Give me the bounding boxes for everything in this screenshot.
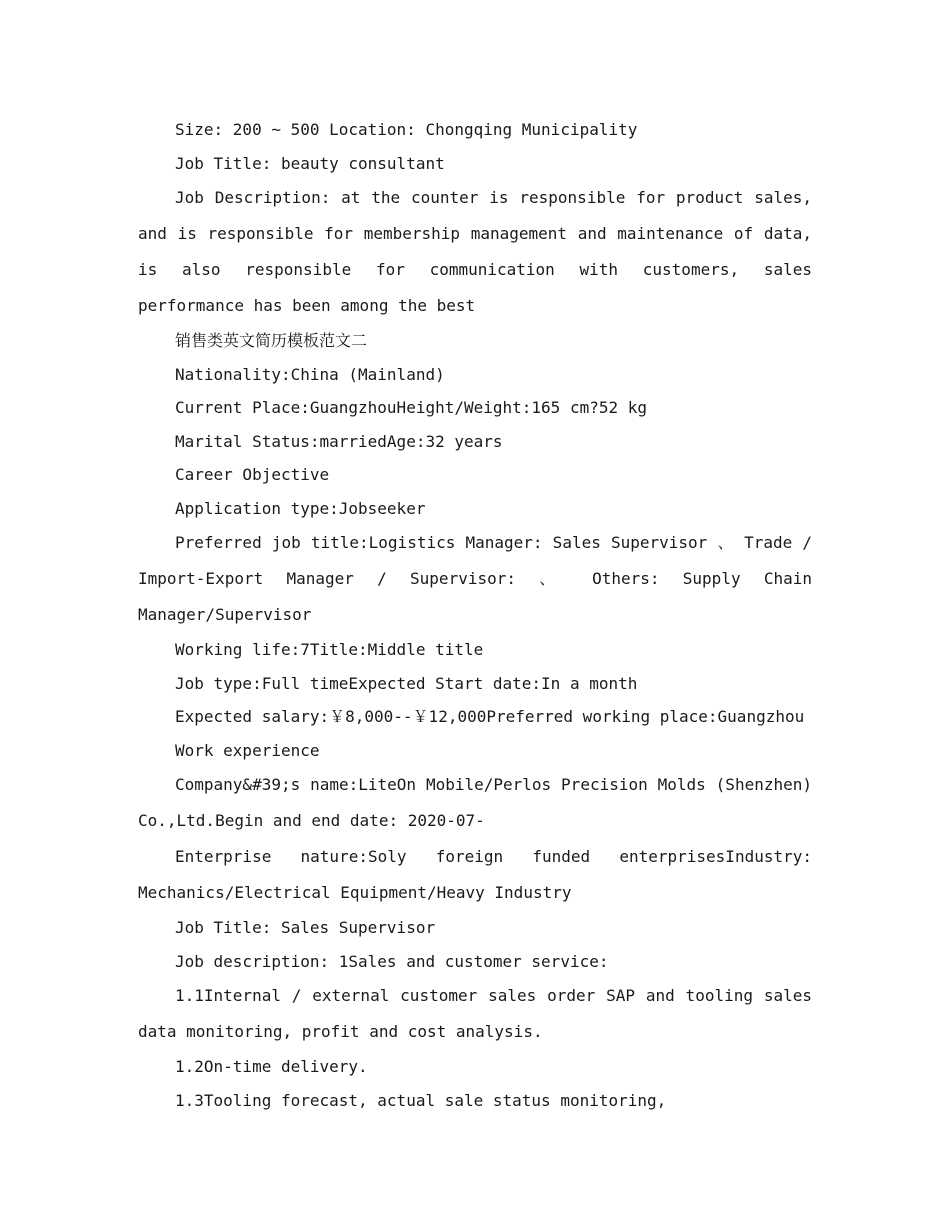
application-type-line: Application type:Jobseeker [175, 498, 426, 518]
item-1-3-line: 1.3Tooling forecast, actual sale status monitoring, [175, 1090, 667, 1110]
enterprise-nature-paragraph: Enterprise nature:Soly foreign funded enterprisesIndustry: Mechanics/Electrical Equipment/Heavy Industry [138, 847, 812, 902]
section-heading-sample-two: 销售类英文简历模板范文二 [175, 331, 368, 350]
document-body [138, 113, 812, 1117]
job-description-paragraph: Job Description: at the counter is responsible for product sales, and is responsible for membership management and maintenance of data, is also responsible for communication with customers, sales performance has been among the best [138, 188, 812, 315]
work-experience-heading: Work experience [175, 740, 320, 760]
job-title-sales-supervisor: Job Title: Sales Supervisor [175, 918, 436, 937]
working-life-line: Working life:7Title:Middle title [175, 640, 484, 659]
company-name-paragraph: Company&#39;s name:LiteOn Mobile/Perlos Precision Molds (Shenzhen) Co.,Ltd.Begin and end date: 2020-07- [138, 775, 812, 830]
preferred-job-title-paragraph: Preferred job title:Logistics Manager: Sales Supervisor 、 Trade / Import-Export Manager / Supervisor: 、 Others: Supply Chain Manager/Supervisor [138, 533, 812, 624]
job-description-line: Job description: 1Sales and customer service: [175, 951, 609, 971]
item-1-1-paragraph: 1.1Internal / external customer sales order SAP and tooling sales data monitoring, profit and cost analysis. [138, 986, 812, 1041]
company-size-location: Size: 200 ~ 500 Location: Chongqing Municipality [175, 120, 638, 139]
marital-status-line: Marital Status:marriedAge:32 years [175, 431, 503, 451]
job-title-line: Job Title: beauty consultant [175, 153, 445, 173]
item-1-2-line: 1.2On-time delivery. [175, 1057, 368, 1076]
current-place-line: Current Place:GuangzhouHeight/Weight:165 cm?52 kg [175, 398, 648, 417]
nationality-line: Nationality:China (Mainland) [175, 364, 445, 384]
job-type-line: Job type:Full timeExpected Start date:In a month [175, 673, 638, 693]
expected-salary-line: Expected salary:￥8,000--￥12,000Preferred working place:Guangzhou [175, 707, 805, 726]
career-objective-heading: Career Objective [175, 465, 330, 484]
